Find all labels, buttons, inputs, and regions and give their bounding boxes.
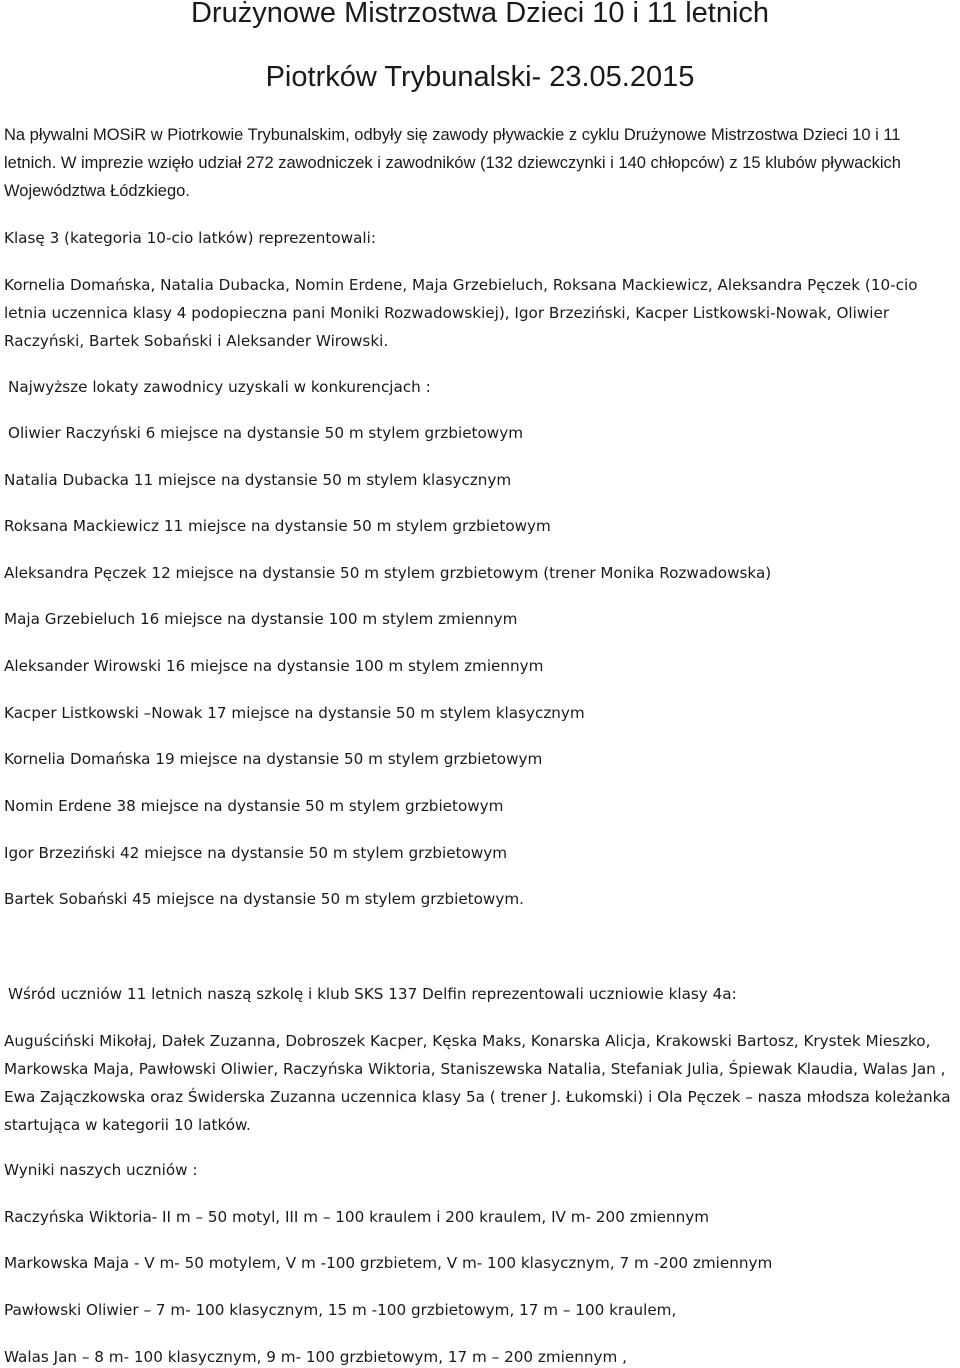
result-item: Igor Brzeziński 42 miejsce na dystansie 50 m stylem grzbietowym: [4, 844, 508, 862]
result-item: Natalia Dubacka 11 miejsce na dystansie 50 m stylem klasycznym: [4, 471, 512, 489]
result-item: Kacper Listkowski –Nowak 17 miejsce na dystansie 50 m stylem klasycznym: [4, 704, 585, 722]
class4a-members-paragraph: Auguściński Mikołaj, Dałek Zuzanna, Dobroszek Kacper, Kęska Maks, Konarska Alicja, Krakowski Bartosz, Krystek Mieszko, Markowska Maja, Pawłowski Oliwier, Raczyńska Wiktoria, Staniszewska Natalia, Stefaniak Julia, Śpiewak Klaudia, Walas Jan , Ewa Zajączkowska oraz Świderska Zuzanna uczennica klasy 5a ( trener J. Łukomski) i Ola Pęczek – nasza młodsza koleżanka startująca w kategorii 10 latków.: [4, 1032, 951, 1134]
our-results-heading: Wyniki naszych uczniów :: [4, 1161, 198, 1179]
result-item: Oliwier Raczyński 6 miejsce na dystansie 50 m stylem grzbietowym: [8, 424, 523, 442]
result-item: Aleksander Wirowski 16 miejsce na dystansie 100 m stylem zmiennym: [4, 657, 544, 675]
result-item: Kornelia Domańska 19 miejsce na dystansie 50 m stylem grzbietowym: [4, 750, 543, 768]
result-item: Bartek Sobański 45 miejsce na dystansie 50 m stylem grzbietowym.: [4, 890, 524, 908]
our-result-item: Pawłowski Oliwier – 7 m- 100 klasycznym, 15 m -100 grzbietowym, 17 m – 100 kraulem,: [4, 1301, 677, 1319]
our-result-item: Raczyńska Wiktoria- II m – 50 motyl, III m – 100 kraulem i 200 kraulem, IV m- 200 zmiennym: [4, 1208, 710, 1226]
class3-members-paragraph: Kornelia Domańska, Natalia Dubacka, Nomin Erdene, Maja Grzebieluch, Roksana Mackiewicz, Aleksandra Pęczek (10-cio letnia uczennica klasy 4 podopieczna pani Moniki Rozwadowskiej), Igor Brzeziński, Kacper Listkowski-Nowak, Oliwier Raczyński, Bartek Sobański i Aleksander Wirowski.: [4, 276, 918, 350]
document-subtitle: Piotrków Trybunalski- 23.05.2015: [265, 61, 695, 93]
document-title: Drużynowe Mistrzostwa Dzieci 10 i 11 letnich: [190, 0, 770, 29]
result-item: Nomin Erdene 38 miejsce na dystansie 50 m stylem grzbietowym: [4, 797, 504, 815]
class3-heading: Klasę 3 (kategoria 10-cio latków) reprezentowali:: [4, 229, 376, 247]
our-result-item: Walas Jan – 8 m- 100 klasycznym, 9 m- 100 grzbietowym, 17 m – 200 zmiennym ,: [4, 1348, 627, 1366]
intro-paragraph: Na pływalni MOSiR w Piotrkowie Trybunalskim, odbyły się zawody pływackie z cyklu Drużynowe Mistrzostwa Dzieci 10 i 11 letnich. W imprezie wzięło udział 272 zawodniczek i zawodników (132 dziewczynki i 140 chłopców) z 15 klubów pływackich Województwa Łódzkiego.: [4, 126, 901, 200]
top-results-heading: Najwyższe lokaty zawodnicy uzyskali w konkurencjach :: [8, 378, 431, 396]
result-item: Aleksandra Pęczek 12 miejsce na dystansie 50 m stylem grzbietowym (trener Monika Rozwadowska): [4, 564, 772, 582]
result-item: Maja Grzebieluch 16 miejsce na dystansie 100 m stylem zmiennym: [4, 610, 518, 628]
result-item: Roksana Mackiewicz 11 miejsce na dystansie 50 m stylem grzbietowym: [4, 517, 551, 535]
class4a-heading: Wśród uczniów 11 letnich naszą szkolę i klub SKS 137 Delfin reprezentowali uczniowie klasy 4a:: [8, 985, 737, 1003]
our-result-item: Markowska Maja - V m- 50 motylem, V m -100 grzbietem, V m- 100 klasycznym, 7 m -200 zmiennym: [4, 1254, 773, 1272]
